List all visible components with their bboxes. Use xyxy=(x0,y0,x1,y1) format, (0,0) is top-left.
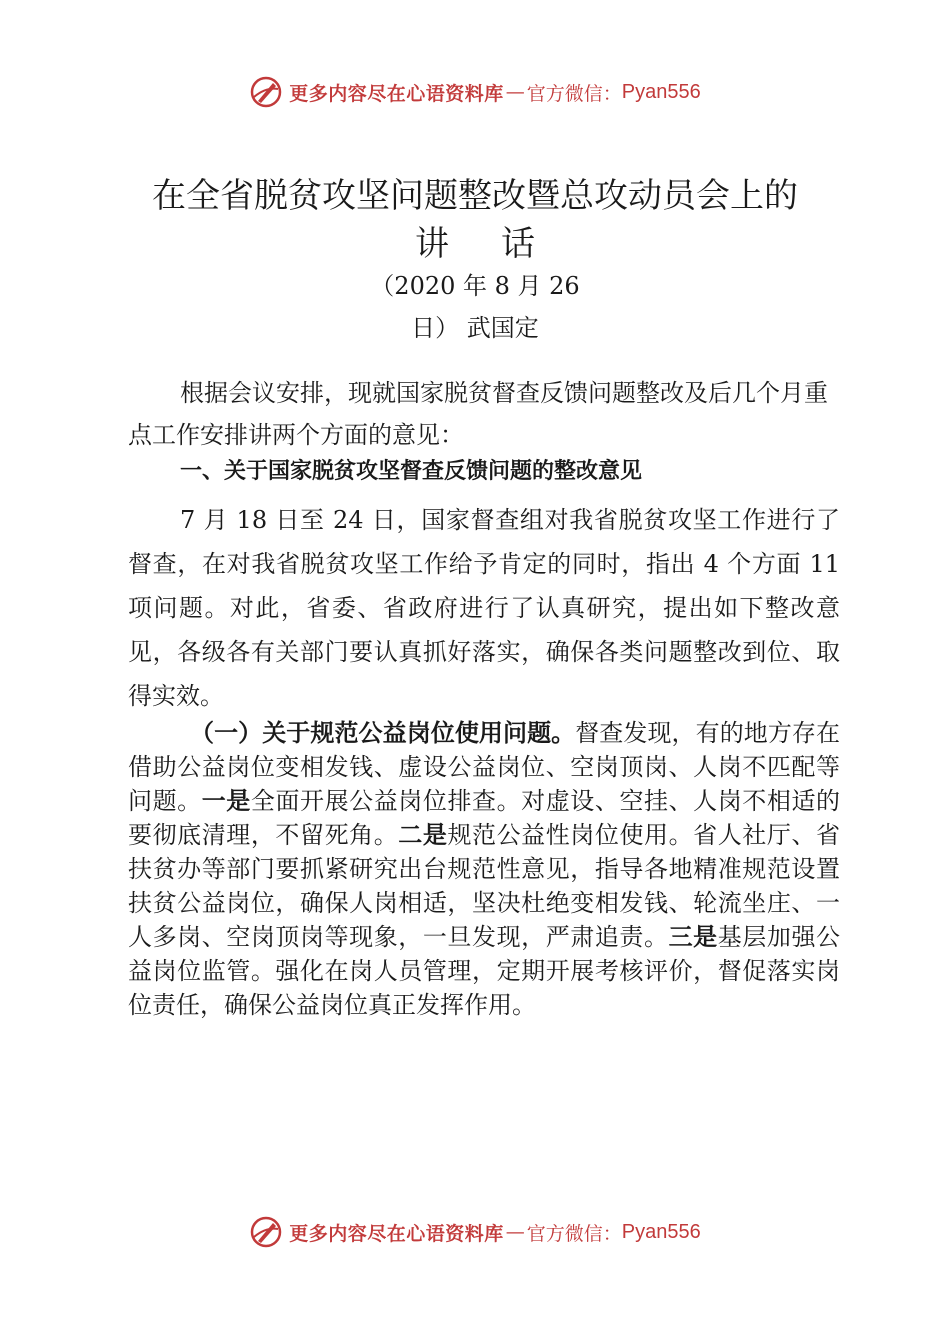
watermark-text: 更多内容尽在心语资料库 xyxy=(289,1222,504,1245)
subsection-paragraph xyxy=(128,716,840,1022)
watermark-label: 官方微信： xyxy=(526,1222,622,1245)
watermark-separator: — xyxy=(505,1221,525,1243)
document-title-line2: 讲话 xyxy=(415,224,587,264)
point-label-2: 二是 xyxy=(398,821,448,849)
body-paragraph: 7 月 18 日至 24 日，国家督查组对我省脱贫攻坚工作进行了督查，在对我省脱贫攻坚工作给予肯定的同时，指出 4 个方面 11 项问题。对此，省委、省政府进行了认真研究，提出如下整改意见，各级各有关部门要认真抓好落实，确保各类问题整改到位、取得实效。 xyxy=(128,506,840,710)
pen-circle-icon xyxy=(249,75,283,109)
watermark-header xyxy=(0,72,950,112)
watermark-separator: — xyxy=(505,81,525,103)
date-line: （2020 年 8 月 26 xyxy=(370,272,580,300)
subsection-heading: （一）关于规范公益岗位使用问题。 xyxy=(190,719,576,747)
point-text-2: 规范公益性岗位使用。省人社厅、省扶贫办等部门要抓紧研究出台规范性意见，指导各地精准规范设置扶贫公益岗位，确保人岗相适，坚决杜绝变相发钱、轮流坐庄、一人多岗、空岗顶岗等现象，一旦发现，严肃追责。 xyxy=(128,821,841,951)
intro-paragraph: 根据会议安排，现就国家脱贫督查反馈问题整改及后几个月重点工作安排讲两个方面的意见： xyxy=(128,379,828,449)
watermark-label: 官方微信： xyxy=(526,82,622,105)
pen-circle-icon xyxy=(249,1215,283,1249)
watermark-id: Pyan556 xyxy=(621,80,701,103)
point-text-1: 全面开展公益岗位排查。对虚设、空挂、人岗不相适的要彻底清理，不留死角。 xyxy=(128,787,841,849)
point-label-3: 三是 xyxy=(668,923,718,951)
document-title: 在全省脱贫攻坚问题整改暨总攻动员会上的 xyxy=(152,176,798,216)
point-label-1: 一是 xyxy=(201,787,251,815)
author-line: 日） 武国定 xyxy=(411,314,539,342)
subsection-text: 督查发现，有的地方存在借助公益岗位变相发钱、虚设公益岗位、空岗顶岗、人岗不匹配等问题。 xyxy=(128,719,841,815)
watermark-footer xyxy=(0,1212,950,1252)
watermark-text: 更多内容尽在心语资料库 xyxy=(289,82,504,105)
section-heading: 一、关于国家脱贫攻坚督查反馈问题的整改意见 xyxy=(180,459,643,484)
watermark-id: Pyan556 xyxy=(621,1220,701,1243)
point-text-3: 基层加强公益岗位监管。强化在岗人员管理，定期开展考核评价，督促落实岗位责任，确保公益岗位真正发挥作用。 xyxy=(128,923,841,1019)
